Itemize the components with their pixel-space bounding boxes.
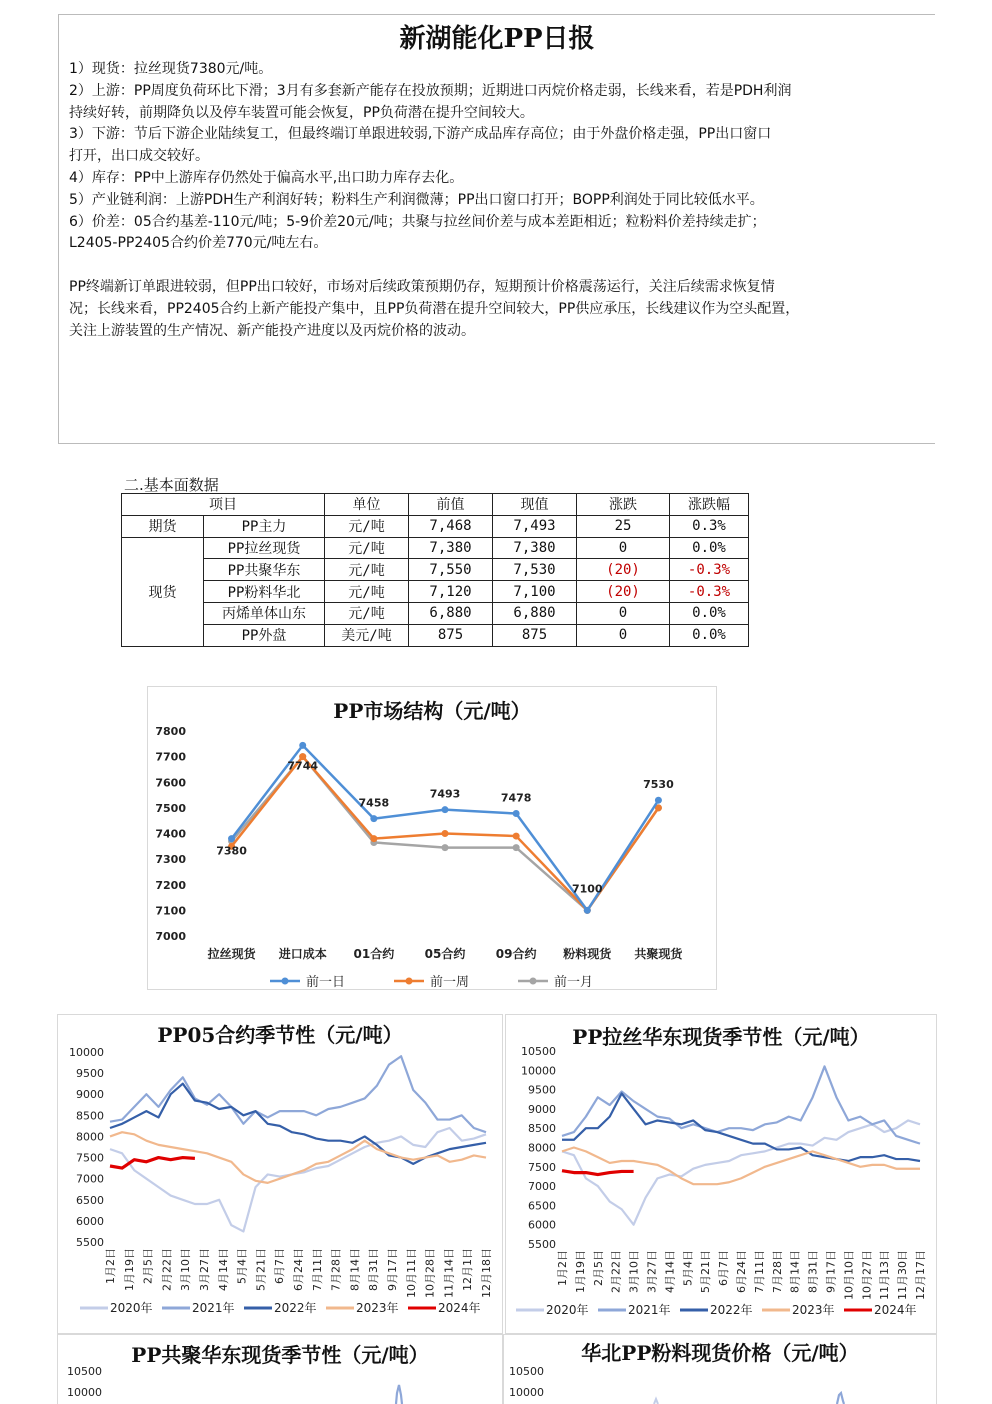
y-tick-label: 9000 <box>528 1102 556 1116</box>
data-point <box>442 844 449 851</box>
data-point <box>228 835 235 842</box>
y-tick-label: 9500 <box>76 1067 104 1081</box>
chg-cell: 0 <box>577 624 670 646</box>
item-cell: PP主力 <box>204 515 325 537</box>
pct-cell: -0.3% <box>670 559 749 581</box>
chart-title: PP05合约季节性（元/吨） <box>157 1023 403 1047</box>
prev-cell: 7,120 <box>409 581 493 603</box>
pp-copolymer-seasonality-plot <box>58 1335 502 1404</box>
chg-cell: (20) <box>577 581 670 603</box>
y-tick-label: 10500 <box>509 1365 544 1378</box>
x-tick-label: 1月19日 <box>573 1250 587 1293</box>
chart-title: PP市场结构（元/吨） <box>333 699 531 723</box>
x-tick-label: 11月30日 <box>896 1250 910 1300</box>
y-tick-label: 9000 <box>76 1088 104 1102</box>
header-prev: 前值 <box>409 494 493 516</box>
legend-label: 2022年 <box>274 1301 317 1315</box>
legend-label: 2023年 <box>356 1301 399 1315</box>
y-tick-label: 8500 <box>76 1109 104 1123</box>
x-tick-label: 5月21日 <box>699 1250 713 1293</box>
x-tick-label: 共聚现货 <box>634 947 683 961</box>
x-tick-label: 09合约 <box>495 947 537 961</box>
data-point <box>370 815 377 822</box>
table-row <box>122 624 749 646</box>
legend-marker <box>282 978 289 985</box>
section-title: 二.基本面数据 <box>124 476 219 494</box>
data-point <box>584 907 591 914</box>
y-tick-label: 7000 <box>76 1172 104 1186</box>
header-unit: 单位 <box>325 494 409 516</box>
x-tick-label: 11月13日 <box>878 1250 892 1300</box>
chg-cell: 0 <box>577 537 670 559</box>
x-tick-label: 9月17日 <box>824 1250 838 1293</box>
item-cell: 丙烯单体山东 <box>204 602 325 624</box>
x-tick-label: 9月17日 <box>386 1248 399 1291</box>
unit-cell: 美元/吨 <box>325 624 409 646</box>
table-row <box>122 537 749 559</box>
report-line: 持续好转，前期降负以及停车装置可能会恢复，PP负荷潜在提升空间较大。 <box>69 104 534 121</box>
prev-cell: 7,380 <box>409 537 493 559</box>
table-header-row <box>122 494 749 516</box>
data-label: 7744 <box>287 759 319 773</box>
y-tick-label: 6000 <box>76 1214 104 1228</box>
series-line <box>837 1393 844 1404</box>
x-tick-label: 10月28日 <box>423 1248 437 1298</box>
data-point <box>442 806 449 813</box>
x-tick-label: 8月14日 <box>348 1248 362 1291</box>
report-body <box>59 59 935 343</box>
x-tick-label: 5月21日 <box>254 1248 268 1291</box>
y-tick-label: 5500 <box>76 1236 104 1249</box>
y-tick-label: 8000 <box>76 1130 104 1144</box>
x-tick-label: 12月1日 <box>461 1248 475 1291</box>
x-tick-label: 8月14日 <box>788 1250 802 1293</box>
summary-line: PP终端新订单跟进较弱，但PP出口较好，市场对后续政策预期仍存，短期预计价格震荡运行，关注后续需求恢复情 <box>69 279 775 296</box>
data-label: 7380 <box>216 844 247 858</box>
unit-cell: 元/吨 <box>325 537 409 559</box>
pp05-seasonality-chart <box>57 1014 503 1334</box>
x-tick-label: 8月31日 <box>806 1250 820 1293</box>
y-tick-label: 7600 <box>155 776 186 790</box>
report-line: 打开，出口成交较好。 <box>69 148 209 165</box>
y-tick-label: 10000 <box>69 1046 104 1059</box>
report-line: 6）价差：05合约基差-110元/吨；5-9价差20元/吨；共聚与拉丝间价差与成本差距相近；粒粉料价差持续走扩； <box>69 213 766 230</box>
y-tick-label: 7000 <box>155 930 186 943</box>
y-tick-label: 7100 <box>155 904 186 918</box>
header-item: 项目 <box>122 494 325 516</box>
table-row <box>122 515 749 537</box>
item-cell: PP粉料华北 <box>204 581 325 603</box>
unit-cell: 元/吨 <box>325 559 409 581</box>
item-cell: PP共聚华东 <box>204 559 325 581</box>
legend-label: 前一周 <box>430 975 470 989</box>
y-tick-label: 10000 <box>67 1386 102 1399</box>
market-structure-chart <box>147 686 717 990</box>
data-point <box>655 797 662 804</box>
x-tick-label: 5月4日 <box>681 1250 695 1286</box>
pp-powder-price-chart <box>503 1334 937 1404</box>
data-label: 7530 <box>643 778 674 792</box>
curr-cell: 7,493 <box>493 515 577 537</box>
chg-cell: (20) <box>577 559 670 581</box>
y-tick-label: 7800 <box>155 725 186 738</box>
x-tick-label: 1月19日 <box>122 1248 136 1291</box>
y-tick-label: 7400 <box>155 827 186 841</box>
legend-label: 2024年 <box>874 1303 917 1317</box>
y-tick-label: 7500 <box>528 1160 556 1174</box>
y-tick-label: 7500 <box>76 1151 104 1165</box>
x-tick-label: 6月24日 <box>735 1250 748 1293</box>
legend-label: 2020年 <box>110 1301 153 1315</box>
pct-cell: -0.3% <box>670 581 749 603</box>
x-tick-label: 4月14日 <box>663 1250 677 1293</box>
chg-cell: 25 <box>577 515 670 537</box>
y-tick-label: 7500 <box>155 801 186 815</box>
daily-report-box <box>58 14 935 444</box>
x-tick-label: 5月4日 <box>235 1248 249 1284</box>
data-point <box>442 830 449 837</box>
prev-cell: 875 <box>409 624 493 646</box>
legend-marker <box>406 978 413 985</box>
x-tick-label: 3月10日 <box>179 1248 193 1291</box>
x-tick-label: 12月18日 <box>480 1248 493 1298</box>
chart-title: 华北PP粉料现货价格（元/吨） <box>581 1341 859 1365</box>
x-tick-label: 7月28日 <box>329 1248 343 1291</box>
chg-cell: 0 <box>577 602 670 624</box>
x-tick-label: 4月14日 <box>216 1248 230 1291</box>
x-tick-label: 3月27日 <box>198 1248 211 1291</box>
header-curr: 现值 <box>493 494 577 516</box>
table-row <box>122 581 749 603</box>
pct-cell: 0.0% <box>670 537 749 559</box>
y-tick-label: 6500 <box>76 1193 104 1207</box>
legend-label: 2021年 <box>192 1301 235 1315</box>
series-line <box>562 1171 634 1175</box>
y-tick-label: 6000 <box>528 1218 556 1232</box>
pp-copolymer-seasonality-chart <box>57 1334 503 1404</box>
data-label: 7458 <box>358 796 390 810</box>
summary-line: 关注上游装置的生产情况、新产能投产进度以及丙烷价格的波动。 <box>69 322 475 339</box>
x-tick-label: 05合约 <box>424 947 466 961</box>
y-tick-label: 10000 <box>521 1064 556 1078</box>
item-cell: PP拉丝现货 <box>204 537 325 559</box>
x-tick-label: 8月31日 <box>367 1248 381 1291</box>
market-structure-plot <box>148 687 716 989</box>
series-line <box>110 1128 486 1231</box>
x-tick-label: 10月11日 <box>404 1248 418 1298</box>
pp05-seasonality-plot <box>58 1015 502 1333</box>
pct-cell: 0.0% <box>670 602 749 624</box>
legend-label: 前一月 <box>554 975 594 989</box>
x-tick-label: 2月22日 <box>609 1250 623 1293</box>
x-tick-label: 2月22日 <box>160 1248 174 1291</box>
curr-cell: 7,530 <box>493 559 577 581</box>
pct-cell: 0.0% <box>670 624 749 646</box>
y-tick-label: 10000 <box>509 1386 544 1399</box>
report-line: 3）下游：节后下游企业陆续复工，但最终端订单跟进较弱,下游产成品库存高位；由于外盘价格走强，PP出口窗口 <box>69 126 772 143</box>
curr-cell: 7,100 <box>493 581 577 603</box>
table-row <box>122 559 749 581</box>
data-point <box>513 833 520 840</box>
x-tick-label: 2月5日 <box>591 1250 605 1286</box>
series-line <box>562 1148 920 1185</box>
x-tick-label: 粉料现货 <box>563 947 612 961</box>
report-title: 新湖能化PP日报 <box>399 24 595 54</box>
x-tick-label: 10月10日 <box>842 1250 856 1300</box>
pp-powder-price-plot <box>504 1335 936 1404</box>
y-tick-label: 7200 <box>155 878 186 892</box>
report-line: 5）产业链利润：上游PDH生产利润好转；粉料生产利润微薄；PP出口窗口打开；BOPP利润处于同比较低水平。 <box>69 191 764 208</box>
legend-label: 前一日 <box>306 975 346 989</box>
header-chg: 涨跌 <box>577 494 670 516</box>
unit-cell: 元/吨 <box>325 581 409 603</box>
y-tick-label: 9500 <box>528 1083 556 1097</box>
curr-cell: 875 <box>493 624 577 646</box>
y-tick-label: 7700 <box>155 750 186 764</box>
series-line <box>110 1056 486 1132</box>
item-cell: PP外盘 <box>204 624 325 646</box>
x-tick-label: 进口成本 <box>278 947 327 961</box>
x-tick-label: 6月24日 <box>292 1248 305 1291</box>
legend-label: 2023年 <box>792 1303 835 1317</box>
fundamentals-table <box>121 493 749 647</box>
data-point <box>513 844 520 851</box>
x-tick-label: 11月14日 <box>442 1248 456 1298</box>
x-tick-label: 10月27日 <box>860 1250 874 1300</box>
x-tick-label: 7月11日 <box>752 1250 766 1293</box>
x-tick-label: 12月17日 <box>914 1250 927 1300</box>
report-line: 1）现货：拉丝现货7380元/吨。 <box>69 61 273 77</box>
x-tick-label: 6月7日 <box>717 1250 731 1286</box>
y-tick-label: 6500 <box>528 1199 556 1213</box>
y-tick-label: 5500 <box>528 1238 556 1251</box>
legend-label: 2024年 <box>438 1301 481 1315</box>
data-label: 7100 <box>571 882 603 896</box>
unit-cell: 元/吨 <box>325 515 409 537</box>
x-tick-label: 7月28日 <box>770 1250 784 1293</box>
chart-title: PP拉丝华东现货季节性（元/吨） <box>572 1025 870 1049</box>
unit-cell: 元/吨 <box>325 602 409 624</box>
report-line: 2）上游：PP周度负荷环比下滑；3月有多套新产能存在投放预期；近期进口丙烷价格走弱，长线来看，若是PDH利润 <box>69 82 792 99</box>
x-tick-label: 拉丝现货 <box>207 947 256 961</box>
x-tick-label: 3月10日 <box>627 1250 641 1293</box>
y-tick-label: 7000 <box>528 1180 556 1194</box>
x-tick-label: 2月5日 <box>141 1248 155 1284</box>
data-point <box>299 742 306 749</box>
data-point <box>513 810 520 817</box>
series-line <box>110 1158 195 1169</box>
x-tick-label: 01合约 <box>353 947 395 961</box>
x-tick-label: 3月27日 <box>645 1250 659 1293</box>
pp-drawn-seasonality-chart <box>505 1014 937 1334</box>
y-tick-label: 8500 <box>528 1122 556 1136</box>
y-tick-label: 7300 <box>155 853 186 867</box>
data-point <box>370 835 377 842</box>
group-cell: 期货 <box>122 515 204 537</box>
table-row <box>122 602 749 624</box>
legend-marker <box>530 978 537 985</box>
curr-cell: 6,880 <box>493 602 577 624</box>
x-tick-label: 7月11日 <box>310 1248 324 1291</box>
series-line <box>396 1385 402 1404</box>
curr-cell: 7,380 <box>493 537 577 559</box>
legend-label: 2022年 <box>710 1303 753 1317</box>
prev-cell: 6,880 <box>409 602 493 624</box>
data-label: 7478 <box>500 791 532 805</box>
group-cell: 现货 <box>122 537 204 646</box>
x-tick-label: 1月2日 <box>104 1248 117 1284</box>
pct-cell: 0.3% <box>670 515 749 537</box>
x-tick-label: 1月2日 <box>556 1250 569 1286</box>
series-line <box>654 1399 658 1404</box>
prev-cell: 7,550 <box>409 559 493 581</box>
legend-label: 2021年 <box>628 1303 671 1317</box>
report-line: 4）库存：PP中上游库存仍然处于偏高水平,出口助力库存去化。 <box>69 169 464 186</box>
prev-cell: 7,468 <box>409 515 493 537</box>
header-pct: 涨跌幅 <box>670 494 749 516</box>
report-line: L2405-PP2405合约价差770元/吨左右。 <box>69 235 328 252</box>
summary-line: 况；长线来看，PP2405合约上新产能投产集中，且PP负荷潜在提升空间较大，PP供应承压，长线建议作为空头配置， <box>69 300 800 317</box>
pp-drawn-seasonality-plot <box>506 1015 936 1333</box>
y-tick-label: 10500 <box>67 1365 102 1378</box>
y-tick-label: 8000 <box>528 1141 556 1155</box>
y-tick-label: 10500 <box>521 1045 556 1058</box>
data-label: 7493 <box>429 787 461 801</box>
x-tick-label: 6月7日 <box>273 1248 287 1284</box>
chart-title: PP共聚华东现货季节性（元/吨） <box>131 1343 429 1367</box>
legend-label: 2020年 <box>546 1303 589 1317</box>
